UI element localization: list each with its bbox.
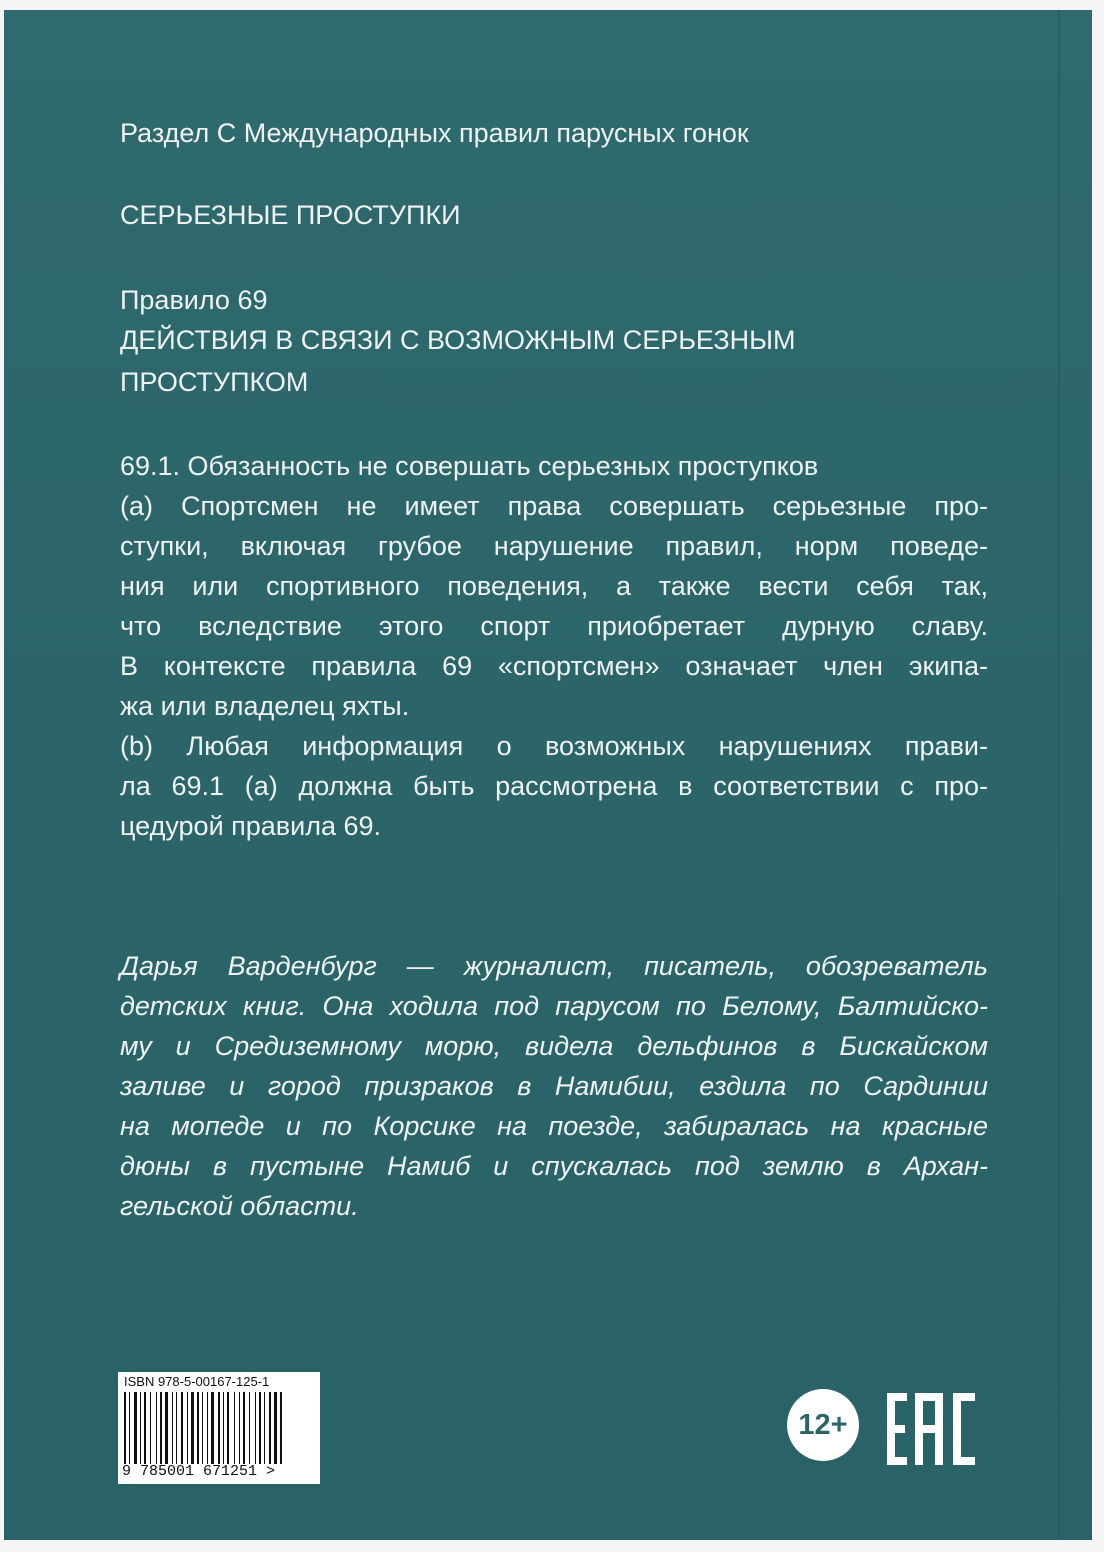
rule-text-line: 69.1. Обязанность не совершать серьезных проступков — [120, 451, 819, 481]
rule-number: Правило 69 — [120, 285, 268, 315]
rule-text-line: ния или спортивного поведения, а также вести себя так, — [120, 571, 988, 601]
rule-text-line: цедурой правила 69. — [120, 811, 382, 841]
rule-text — [120, 446, 988, 846]
section-line: Раздел С Международных правил парусных гонок — [120, 118, 749, 148]
scan-border-left — [0, 0, 4, 1552]
rule-text-line: что вследствие этого спорт приобретает дурную славу. — [120, 611, 988, 641]
barcode-bars — [124, 1392, 314, 1464]
author-bio-line: му и Средиземному морю, видела дельфинов в Бискайском — [120, 1031, 988, 1061]
barcode-digits: 9 785001 671251 > — [122, 1463, 276, 1480]
author-bio-line: Дарья Варденбург — журналист, писатель, обозреватель — [120, 951, 988, 981]
rule-text-line: (а) Спортсмен не имеет права совершать серьезные про- — [120, 491, 988, 521]
part-title: СЕРЬЕЗНЫЕ ПРОСТУПКИ — [120, 200, 461, 230]
author-bio-line: дюны в пустыне Намиб и спускалась под землю в Архан- — [120, 1151, 988, 1181]
scan-border-bottom — [0, 1540, 1104, 1552]
scan-border-top — [0, 0, 1104, 10]
rule-text-line: В контексте правила 69 «спортсмен» означает член экипа- — [120, 651, 988, 681]
isbn-barcode — [118, 1372, 320, 1484]
author-bio-line: гельской области. — [120, 1191, 359, 1221]
rule-text-line: (b) Любая информация о возможных нарушениях прави- — [120, 731, 988, 761]
author-bio-line: на мопеде и по Корсике на поезде, забиралась на красные — [120, 1111, 988, 1141]
age-rating-badge: 12+ — [787, 1389, 859, 1461]
spine-fold-line — [1058, 10, 1060, 1540]
eac-certification-icon — [887, 1393, 977, 1465]
rule-text-line: ступки, включая грубое нарушение правил, норм поведе- — [120, 531, 988, 561]
rule-title-line-1: ДЕЙСТВИЯ В СВЯЗИ С ВОЗМОЖНЫМ СЕРЬЕЗНЫМ — [120, 325, 796, 355]
rule-title-line-2: ПРОСТУПКОМ — [120, 367, 309, 397]
author-bio-line: детских книг. Она ходила под парусом по Белому, Балтийско- — [120, 991, 988, 1021]
scan-border-right — [1092, 0, 1104, 1552]
rule-text-line: жа или владелец яхты. — [120, 691, 410, 721]
rule-text-line: ла 69.1 (а) должна быть рассмотрена в соответствии с про- — [120, 771, 988, 801]
author-bio-line: заливе и город призраков в Намибии, ездила по Сардинии — [120, 1071, 988, 1101]
author-bio — [120, 946, 988, 1226]
isbn-label: ISBN 978-5-00167-125-1 — [124, 1374, 270, 1389]
